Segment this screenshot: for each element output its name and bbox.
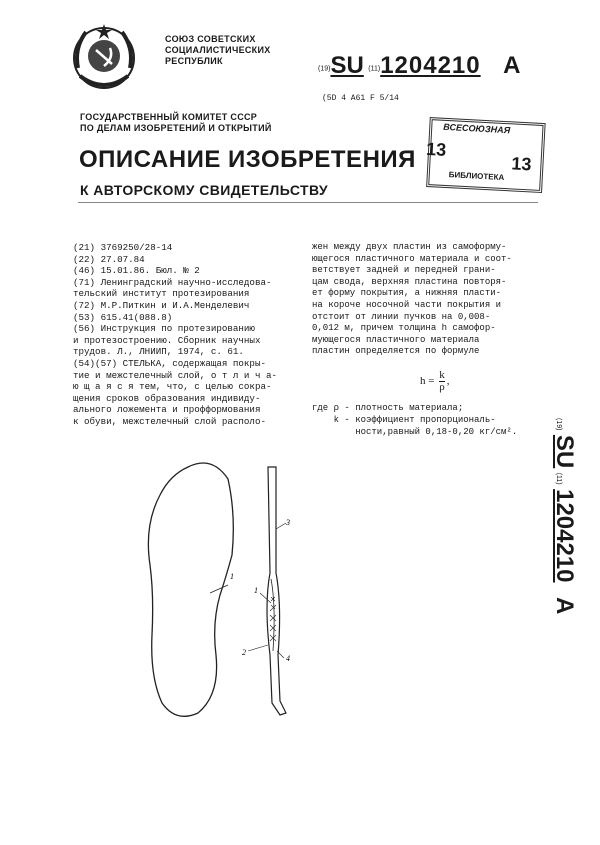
divider xyxy=(78,202,538,203)
document-subtitle: К АВТОРСКОМУ СВИДЕТЕЛЬСТВУ xyxy=(80,182,329,198)
text-line: ющегося пластичного материала и соот- xyxy=(312,253,512,264)
text-line: к обуви, межстелечный слой располо- xyxy=(73,415,266,427)
code-19: (19) xyxy=(318,65,331,73)
insole-outline xyxy=(148,463,233,716)
code-11: (11) xyxy=(368,65,381,73)
kind-code: A xyxy=(503,52,521,79)
figure-label: 1 xyxy=(254,586,258,595)
text-line: ального ложемента и профформования xyxy=(73,404,261,416)
text-line: ю щ а я с я тем, что, с целью сокра- xyxy=(73,381,272,393)
text-line: трудов. Л., ЛНИИП, 1974, с. 61. xyxy=(73,346,244,358)
figure-label: 2 xyxy=(242,648,246,657)
insole-profile xyxy=(267,467,286,715)
text-line: тельский институт протезирования xyxy=(73,288,250,300)
text-line: и протезостроению. Сборник научных xyxy=(73,334,261,346)
text-line: тие и межстелечный слой, о т л и ч а- xyxy=(73,369,277,381)
committee-line: ПО ДЕЛАМ ИЗОБРЕТЕНИЙ И ОТКРЫТИЙ xyxy=(80,123,272,133)
text-line: ветствует задней и передней грани- xyxy=(312,265,496,276)
text-line: ет форму покрытия, а нижняя пласти- xyxy=(312,288,502,299)
country-code: SU xyxy=(551,434,578,469)
claims-column xyxy=(312,242,542,358)
stamp-number: 13 xyxy=(425,138,447,160)
patent-number: 1204210 xyxy=(551,489,578,583)
text-line: (54)(57) СТЕЛЬКА, содержащая покры- xyxy=(73,357,266,369)
organization-name xyxy=(165,34,271,67)
committee-name xyxy=(80,112,272,134)
text-line: (72) М.Р.Питкин и И.А.Менделевич xyxy=(73,299,250,311)
text-line: жен между двух пластин из самоформу- xyxy=(312,242,507,252)
formula-numerator: k xyxy=(439,369,445,381)
org-line: СОЮЗ СОВЕТСКИХ xyxy=(165,34,256,44)
library-stamp xyxy=(422,111,548,195)
formula-lhs: h = xyxy=(420,375,435,388)
text-line: где ρ - плотность материала; xyxy=(312,403,464,413)
stamp-text: БИБЛИОТЕКА xyxy=(448,170,505,183)
insole-drawing xyxy=(140,455,310,740)
text-line: мующегося пластичного материала xyxy=(312,334,480,345)
code-19: (19) xyxy=(555,418,562,431)
formula-tail: , xyxy=(446,375,450,388)
figure-label: 3 xyxy=(286,518,290,527)
ipc-classification: (5D 4 A61 F 5/14 xyxy=(322,94,399,103)
text-line: цам свода, верхняя пластина повторя- xyxy=(312,276,507,287)
text-line: (22) 27.07.84 xyxy=(73,253,145,265)
figure-label: 4 xyxy=(286,654,290,663)
text-line: щения сроков образования индивиду- xyxy=(73,392,261,404)
formula-denominator: ρ xyxy=(439,381,445,393)
stamp-text: ВСЕСОЮЗНАЯ xyxy=(443,121,511,136)
ussr-emblem-icon xyxy=(64,18,144,100)
text-line: (46) 15.01.86. Бюл. № 2 xyxy=(73,265,200,277)
text-line: (21) 3769250/28-14 xyxy=(73,242,173,253)
stamp-number: 13 xyxy=(510,153,533,175)
patent-number: 1204210 xyxy=(380,52,481,79)
kind-code: A xyxy=(551,596,578,615)
vertical-patent-number xyxy=(540,418,580,658)
text-line: (53) 615.41(088.8) xyxy=(73,311,173,323)
code-11: (11) xyxy=(555,472,562,485)
country-code: SU xyxy=(330,52,364,79)
committee-line: ГОСУДАРСТВЕННЫЙ КОМИТЕТ СССР xyxy=(80,112,258,122)
text-line: (71) Ленинградский научно-исследова- xyxy=(73,276,272,288)
text-line: ности,равный 0,18-0,20 кг/см². xyxy=(312,427,518,437)
publication-number xyxy=(318,52,520,80)
text-line: на короче носочной части покрытия и xyxy=(312,299,502,310)
text-line: 0,012 м, причем толщина h самофор- xyxy=(312,323,496,334)
text-line: k - коэффициент пропорциональ- xyxy=(312,415,496,425)
formula xyxy=(420,370,449,393)
formula-legend xyxy=(312,402,517,438)
text-line: (56) Инструкция по протезированию xyxy=(73,323,255,335)
org-line: СОЦИАЛИСТИЧЕСКИХ xyxy=(165,45,271,55)
document-title: ОПИСАНИЕ ИЗОБРЕТЕНИЯ xyxy=(79,146,416,173)
bibliographic-column xyxy=(73,242,309,428)
formula-fraction xyxy=(439,370,445,393)
org-line: РЕСПУБЛИК xyxy=(165,56,223,66)
figure-label: 1 xyxy=(230,572,234,581)
text-line: отстоит от линии пучков на 0,008- xyxy=(312,311,491,322)
text-line: пластин определяется по формуле xyxy=(312,346,480,357)
